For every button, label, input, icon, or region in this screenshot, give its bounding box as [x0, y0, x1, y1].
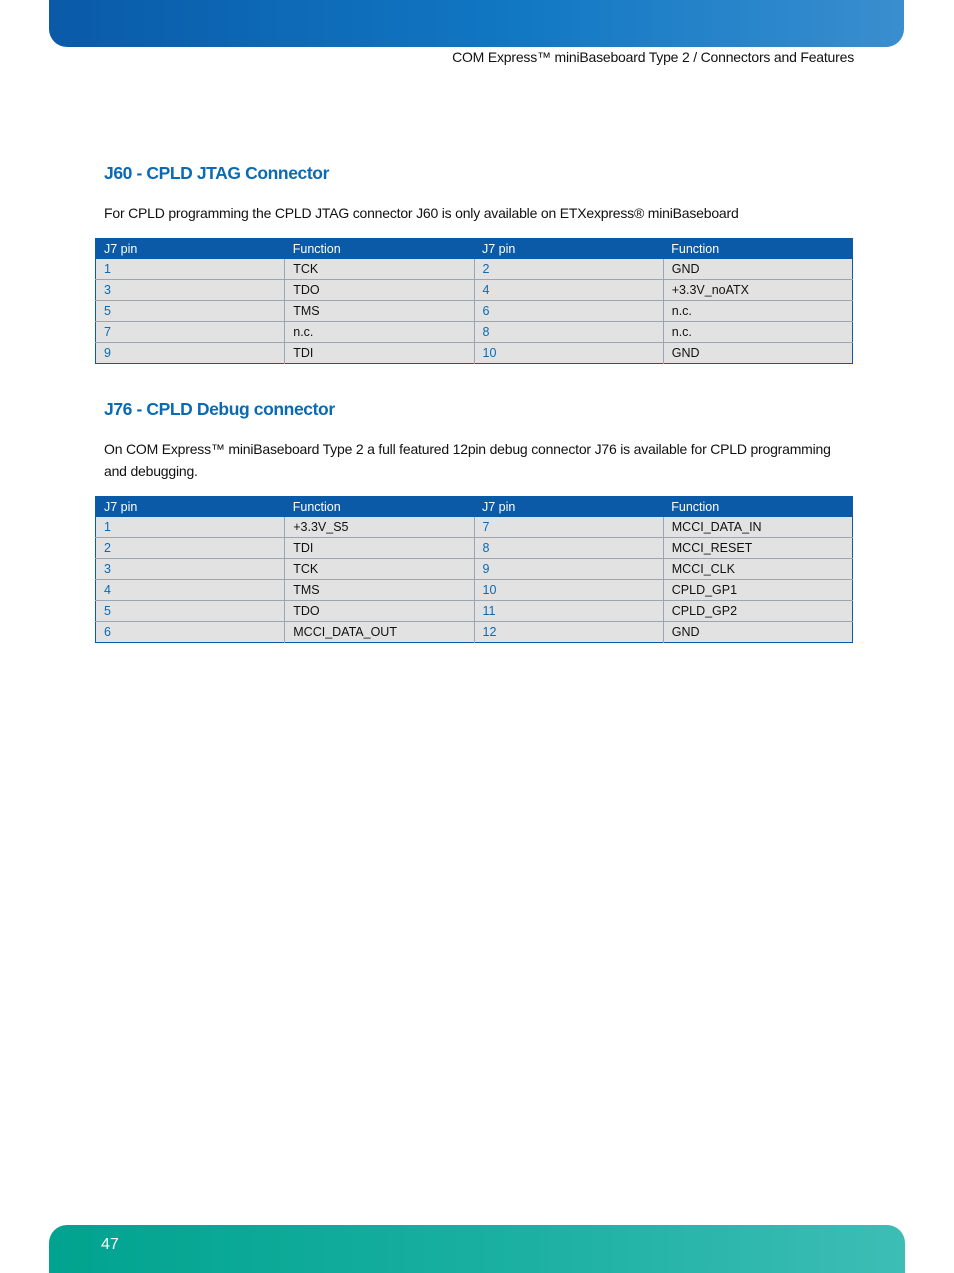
pin-number-cell: 4	[96, 580, 285, 601]
pin-number-cell: 8	[474, 538, 663, 559]
function-cell: MCCI_DATA_OUT	[285, 622, 474, 643]
function-cell: GND	[663, 622, 852, 643]
column-header: Function	[663, 497, 852, 518]
function-cell: n.c.	[285, 322, 474, 343]
pin-number-cell: 3	[96, 559, 285, 580]
function-cell: TMS	[285, 580, 474, 601]
function-cell: CPLD_GP2	[663, 601, 852, 622]
table-row	[96, 322, 853, 343]
function-cell: TDO	[285, 280, 474, 301]
pin-number-cell: 12	[474, 622, 663, 643]
pin-number-cell: 5	[96, 301, 285, 322]
function-cell: MCCI_CLK	[663, 559, 852, 580]
pin-number-cell: 7	[96, 322, 285, 343]
footer-banner	[49, 1225, 905, 1273]
column-header: Function	[285, 239, 474, 260]
pin-number-cell: 5	[96, 601, 285, 622]
column-header: Function	[285, 497, 474, 518]
table-row	[96, 517, 853, 538]
table-row	[96, 538, 853, 559]
running-header: COM Express™ miniBaseboard Type 2 / Connectors and Features	[452, 49, 854, 65]
pin-number-cell: 4	[474, 280, 663, 301]
pin-number-cell: 6	[474, 301, 663, 322]
column-header: J7 pin	[96, 239, 285, 260]
table-row	[96, 259, 853, 280]
function-cell: GND	[663, 259, 852, 280]
section-description-j76: On COM Express™ miniBaseboard Type 2 a full featured 12pin debug connector J76 is available for CPLD programming and debugging.	[104, 441, 831, 479]
pin-table-j76	[95, 496, 853, 643]
function-cell: MCCI_RESET	[663, 538, 852, 559]
table-row	[96, 343, 853, 364]
header-banner	[49, 0, 904, 47]
column-header: J7 pin	[474, 497, 663, 518]
function-cell: +3.3V_S5	[285, 517, 474, 538]
table-header-row	[96, 239, 853, 260]
table-row	[96, 559, 853, 580]
function-cell: MCCI_DATA_IN	[663, 517, 852, 538]
column-header: Function	[663, 239, 852, 260]
pin-number-cell: 7	[474, 517, 663, 538]
table-row	[96, 622, 853, 643]
function-cell: TDI	[285, 538, 474, 559]
function-cell: TMS	[285, 301, 474, 322]
column-header: J7 pin	[96, 497, 285, 518]
pin-number-cell: 11	[474, 601, 663, 622]
function-cell: n.c.	[663, 322, 852, 343]
page-number: 47	[101, 1236, 119, 1253]
pin-number-cell: 3	[96, 280, 285, 301]
pin-number-cell: 10	[474, 343, 663, 364]
pin-number-cell: 2	[474, 259, 663, 280]
function-cell: TCK	[285, 559, 474, 580]
function-cell: TDI	[285, 343, 474, 364]
section-title-j76: J76 - CPLD Debug connector	[104, 399, 335, 419]
pin-number-cell: 6	[96, 622, 285, 643]
pin-number-cell: 1	[96, 259, 285, 280]
function-cell: CPLD_GP1	[663, 580, 852, 601]
section-title-j60: J60 - CPLD JTAG Connector	[104, 163, 329, 183]
table-row	[96, 580, 853, 601]
pin-number-cell: 9	[474, 559, 663, 580]
pin-number-cell: 8	[474, 322, 663, 343]
function-cell: TCK	[285, 259, 474, 280]
function-cell: GND	[663, 343, 852, 364]
pin-number-cell: 10	[474, 580, 663, 601]
function-cell: n.c.	[663, 301, 852, 322]
pin-table-j60	[95, 238, 853, 364]
section-description-j60: For CPLD programming the CPLD JTAG connector J60 is only available on ETXexpress® miniBaseboard	[104, 205, 739, 221]
column-header: J7 pin	[474, 239, 663, 260]
table-row	[96, 301, 853, 322]
function-cell: +3.3V_noATX	[663, 280, 852, 301]
pin-number-cell: 2	[96, 538, 285, 559]
table-header-row	[96, 497, 853, 518]
function-cell: TDO	[285, 601, 474, 622]
table-row	[96, 280, 853, 301]
pin-number-cell: 1	[96, 517, 285, 538]
pin-number-cell: 9	[96, 343, 285, 364]
table-row	[96, 601, 853, 622]
